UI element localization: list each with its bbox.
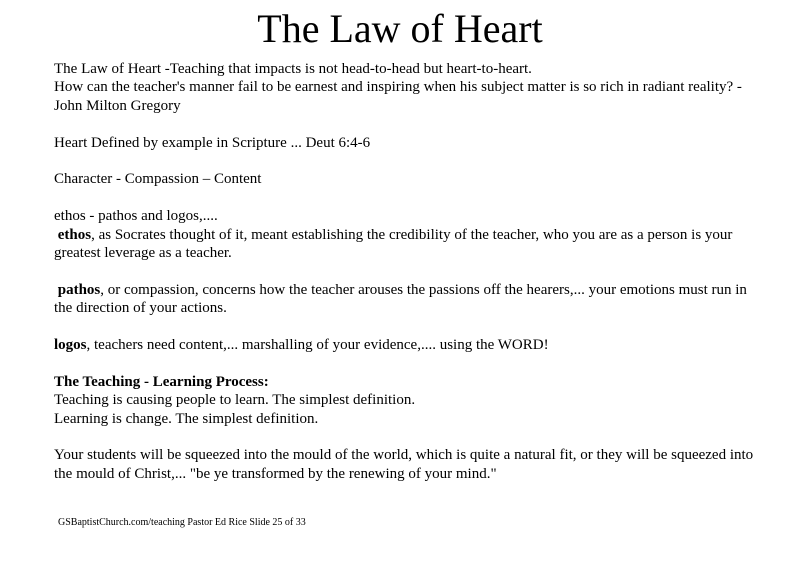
spacer <box>54 354 754 372</box>
gregory-quote: How can the teacher's manner fail to be earnest and inspiring when his subject matter is so rich in radiant reality? - John Milton Gregory <box>54 79 742 114</box>
spacer <box>54 115 754 133</box>
slide-title: The Law of Heart <box>257 6 543 51</box>
spacer <box>54 189 754 207</box>
pathos-text: , or compassion, concerns how the teacher arouses the passions off the hearers,... your emotions must run in the direction of your actions. <box>54 281 747 317</box>
process-heading: The Teaching - Learning Process: <box>54 373 269 390</box>
pathos-paragraph <box>54 281 754 318</box>
logos-text: , teachers need content,... marshalling of your evidence,.... using the WORD! <box>86 337 549 354</box>
logos-paragraph <box>54 336 754 354</box>
intro-line: The Law of Heart -Teaching that impacts is not head-to-head but heart-to-heart. <box>54 61 532 77</box>
spacer <box>54 428 754 446</box>
spacer <box>54 152 754 170</box>
triad-line: Character - Compassion – Content <box>54 171 262 188</box>
ethos-paragraph <box>54 226 754 263</box>
heart-defined-line: Heart Defined by example in Scripture ... Deut 6:4-6 <box>54 134 371 151</box>
ethos-text: , as Socrates thought of it, meant establishing the credibility of the teacher, who you are as a person is your greatest leverage as a teacher. <box>54 226 733 262</box>
closing-paragraph: Your students will be squeezed into the mould of the world, which is quite a natural fit, or they will be squeezed into the mould of Christ,... "be ye transformed by the renewing of your mind." <box>54 447 754 482</box>
slide-footer: GSBaptistChurch.com/teaching Pastor Ed Rice Slide 25 of 33 <box>58 517 306 528</box>
slide-body <box>54 60 754 483</box>
pathos-term: pathos <box>57 281 101 298</box>
ethos-term: ethos <box>57 226 92 243</box>
ethos-pathos-logos-line: ethos - pathos and logos,.... <box>54 208 218 225</box>
spacer <box>54 262 754 280</box>
spacer <box>54 318 754 336</box>
learning-definition: Learning is change. The simplest definition. <box>54 410 319 427</box>
logos-term: logos <box>54 337 87 354</box>
teaching-definition: Teaching is causing people to learn. The simplest definition. <box>54 392 416 409</box>
